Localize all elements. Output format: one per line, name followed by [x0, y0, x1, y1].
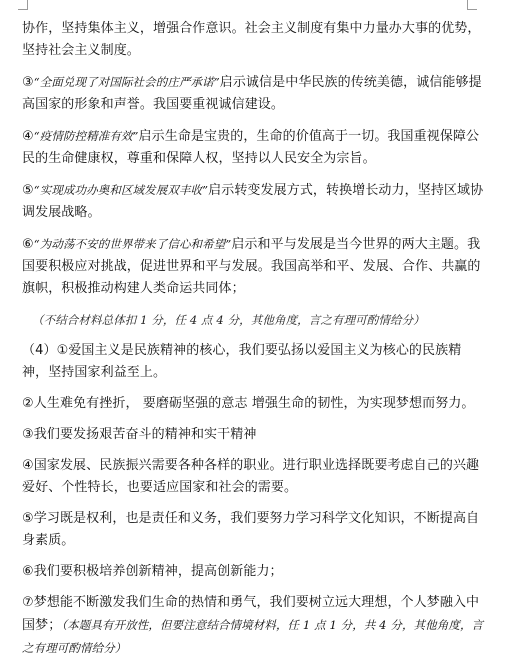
paragraph-text: 启示和平与发展是当今世界的两大主题。我国要积极应对挑战，促进世界和平与发展。我国高举和平、发展、合作、共赢的旗帜，积极推动构建人类命运共同体；	[22, 237, 481, 296]
part4-item-5: ⑤学习既是权利，也是责任和义务，我们要努力学习科学文化知识，不断提高自身素质。	[22, 511, 480, 548]
item-number: ④	[22, 129, 34, 144]
item-number: ③	[22, 75, 34, 90]
page-corner-mark-left	[18, 0, 28, 10]
paragraph-text: 协作，坚持集体主义，增强合作意识。社会主义制度有集中力量办大事的优势，坚持社会主义制度。	[22, 21, 481, 58]
part4-item-4: ④国家发展、民族振兴需要各种各样的职业。进行职业选择既要考虑自己的兴趣爱好、个性特长，也要适应国家和社会的需要。	[22, 458, 480, 495]
paragraph-3-integrity	[22, 71, 484, 116]
part4-item-3: ③我们要发扬艰苦奋斗的精神和实干精神	[22, 427, 257, 442]
paragraph-4-life	[22, 125, 484, 170]
paragraph-text: 启示生命是宝贵的，生命的价值高于一切。我国重视保障公民的生命健康权，尊重和保障人权，坚持以人民安全为宗旨。	[22, 129, 480, 166]
paragraph-text: ⑦梦想能不断激发我们生命的热情和勇气，我们要树立远大理想，个人梦融入中国梦；	[22, 595, 480, 633]
paragraph-text: 启示诚信是中华民族的传统美德，诚信能够提高国家的形象和声誉。我国要重视诚信建设。	[22, 75, 482, 112]
paragraph-5-development	[22, 179, 484, 224]
paragraph-text: 启示转变发展方式，转换增长动力，坚持区域协调发展战略。	[22, 183, 484, 220]
item-number: ⑤	[22, 183, 34, 198]
item-number: ⑥	[22, 237, 34, 252]
part4-item-7	[22, 592, 484, 660]
scoring-note: （本题具有开放性，但要注意结合情境材料，任 1 点 1 分，共 4 分，其他角度，言之有理可酌情给分）	[22, 618, 484, 655]
part4-item-1: （4）①爱国主义是民族精神的核心，我们要弘扬以爱国主义为核心的民族精神，坚持国家利益至上。	[22, 343, 462, 380]
paragraph-6-peace	[22, 233, 484, 300]
quoted-material: “实现成功办奥和区域发展双丰收”	[33, 183, 209, 197]
scoring-note: （不结合材料总体扣 1 分，任 4 点 4 分，其他角度，言之有理可酌情给分）	[32, 313, 425, 327]
answer-content	[22, 18, 484, 669]
quoted-material: “为动荡不安的世界带来了信心和希望”	[33, 237, 232, 251]
part4-item-2: ②人生难免有挫折， 要磨砺坚强的意志 增强生命的韧性，为实现梦想而努力。	[22, 396, 475, 411]
quoted-material: “疫情防控精准有效”	[33, 129, 139, 143]
part4-item-6: ⑥我们要积极培养创新精神，提高创新能力；	[22, 564, 283, 579]
quoted-material: “全面兑现了对国际社会的庄严承诺”	[33, 75, 220, 89]
paragraph-collectivism	[22, 18, 484, 62]
page-corner-mark-right	[467, 0, 477, 10]
